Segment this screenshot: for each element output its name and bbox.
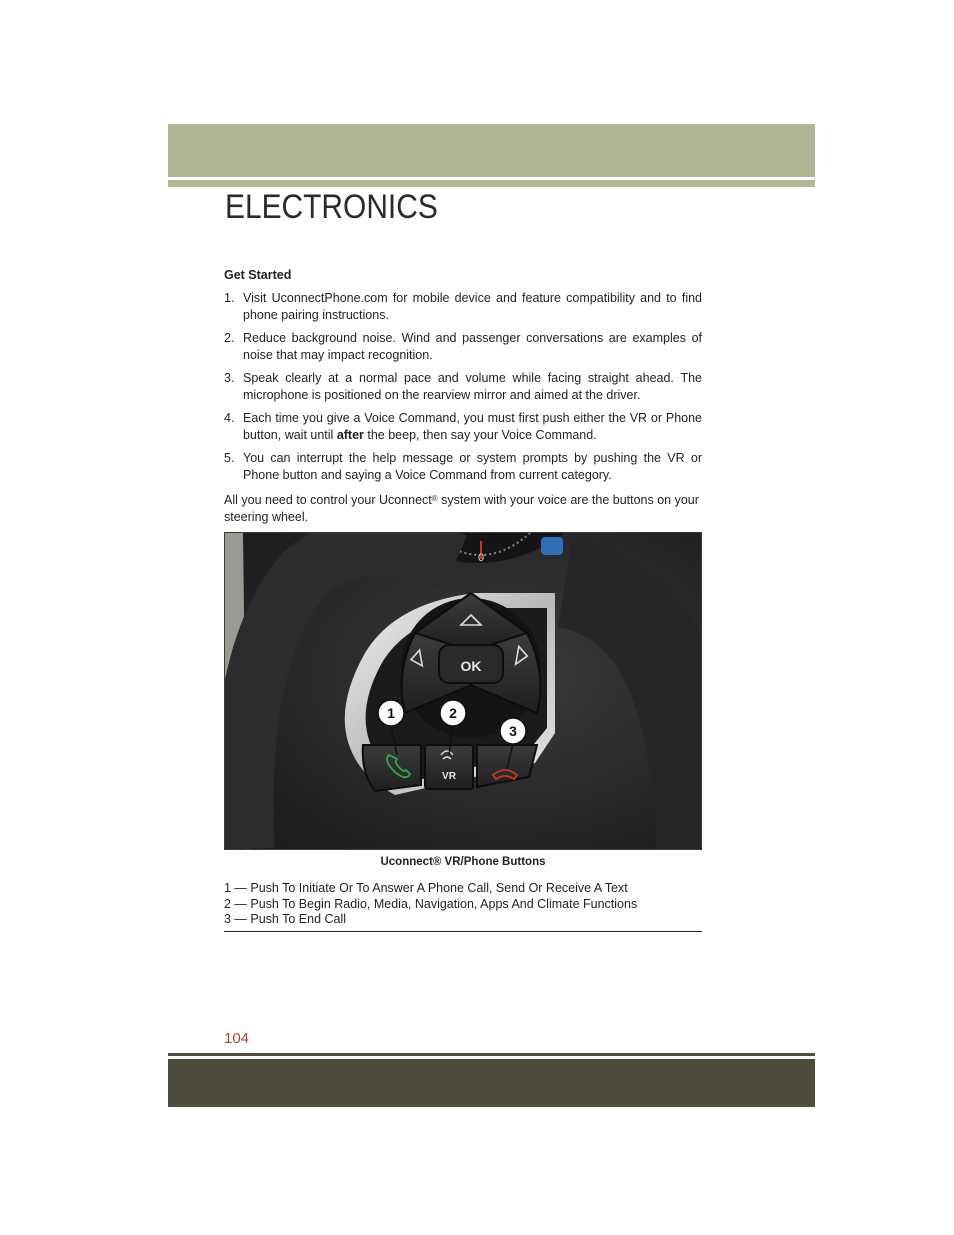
step-text-after: the beep, then say your Voice Command. [363, 428, 597, 442]
ok-label: OK [460, 658, 482, 674]
callout-2-label: 2 [449, 705, 457, 721]
step-text: Speak clearly at a normal pace and volume while facing straight ahead. The microphone is positioned on the rearview mirror and aimed at the driver. [243, 371, 702, 402]
main-content [224, 267, 702, 526]
list-item [224, 410, 702, 444]
step-number: 1. [224, 291, 235, 305]
closing-text-after: system with your voice are the buttons on your steering wheel. [224, 493, 699, 524]
page-number: 104 [224, 1030, 250, 1047]
legend-item: 2 — Push To Begin Radio, Media, Navigation, Apps And Climate Functions [224, 896, 638, 911]
legend-rule [224, 931, 702, 932]
header-band [168, 124, 815, 177]
legend-item: 1 — Push To Initiate Or To Answer A Phone Call, Send Or Receive A Text [224, 881, 628, 895]
step-number: 4. [224, 411, 235, 425]
closing-paragraph [224, 490, 702, 526]
list-item [224, 450, 702, 484]
list-item [224, 370, 702, 404]
step-text: You can interrupt the help message or system prompts by pushing the VR or Phone button and saying a Voice Command from current category. [243, 451, 702, 482]
header-stripe [168, 180, 815, 187]
callout-3-label: 3 [509, 723, 517, 739]
list-item [224, 330, 702, 364]
step-number: 3. [224, 371, 235, 385]
closing-text-before: All you need to control your Uconnect [224, 493, 432, 507]
footer-band [168, 1059, 815, 1107]
figure-legend [224, 881, 702, 928]
step-text-before: Each time you give a Voice Command, you must first push either the VR or Phone button, wait until [243, 411, 702, 442]
list-item [224, 290, 702, 324]
registered-mark: ® [431, 494, 438, 503]
step-number: 2. [224, 331, 235, 345]
step-text [243, 411, 702, 442]
figure-caption: Uconnect® VR/Phone Buttons [380, 856, 546, 868]
section-title: ELECTRONICS [225, 188, 438, 226]
vr-label: VR [442, 771, 456, 782]
footer-stripe [168, 1053, 815, 1056]
steps-list [224, 290, 702, 484]
gauge-label: 0 [477, 552, 485, 564]
step-text: Reduce background noise. Wind and passenger conversations are examples of noise that may impact recognition. [243, 331, 702, 362]
steering-wheel-figure [224, 532, 702, 850]
step-text: Visit UconnectPhone.com for mobile device and feature compatibility and to find phone pairing instructions. [243, 291, 702, 322]
legend-item: 3 — Push To End Call [224, 912, 347, 926]
step-text-emphasis: after [336, 428, 364, 442]
step-number: 5. [224, 451, 235, 465]
subheading: Get Started [224, 268, 292, 282]
display-icon [541, 537, 563, 555]
callout-1-label: 1 [387, 705, 395, 721]
steering-wheel-illustration [225, 533, 701, 849]
